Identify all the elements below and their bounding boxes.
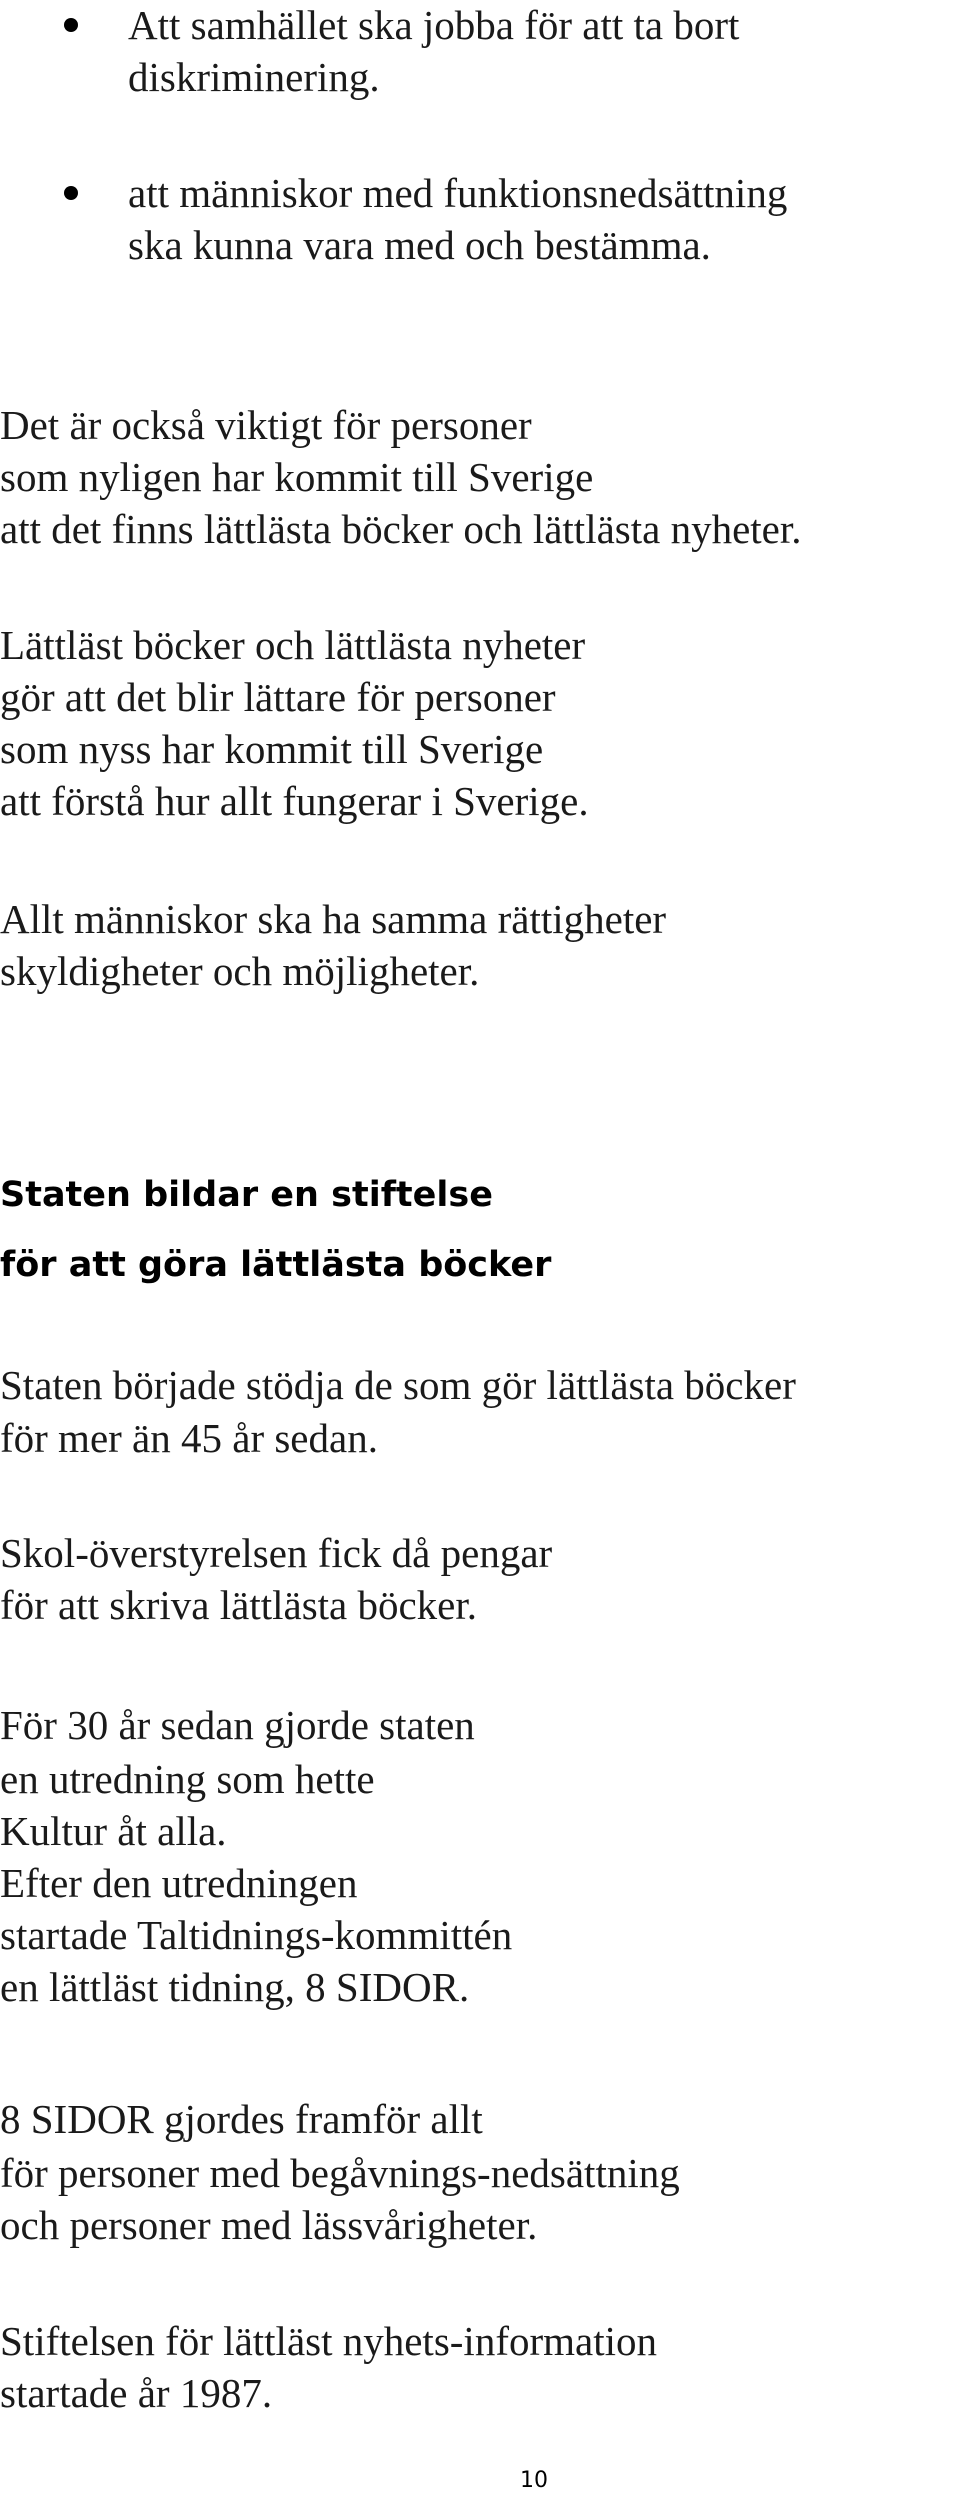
- text-line: Allt människor ska ha samma rättigheter: [0, 896, 667, 942]
- text-line: som nyligen har kommit till Sverige: [0, 454, 594, 500]
- text-line: för mer än 45 år sedan.: [0, 1415, 378, 1461]
- page-number: 10: [520, 2468, 548, 2493]
- bullet-dot-icon: [64, 186, 78, 200]
- text-line: Stiftelsen för lättläst nyhets-information: [0, 2318, 658, 2364]
- text-line: Efter den utredningen: [0, 1860, 358, 1906]
- text-line: diskriminering.: [128, 54, 380, 100]
- text-line: startade år 1987.: [0, 2370, 273, 2416]
- text-line: en lättläst tidning, 8 SIDOR.: [0, 1964, 470, 2010]
- text-line: Att samhället ska jobba för att ta bort: [128, 2, 740, 48]
- bullet-dot-icon: [64, 18, 78, 32]
- text-line: Det är också viktigt för personer: [0, 402, 532, 448]
- text-line: gör att det blir lättare för personer: [0, 674, 556, 720]
- text-line: 8 SIDOR gjordes framför allt: [0, 2096, 483, 2142]
- text-line: startade Taltidnings-kommittén: [0, 1912, 513, 1958]
- heading-line: Staten bildar en stiftelse: [0, 1175, 493, 1215]
- text-line: för att skriva lättlästa böcker.: [0, 1582, 478, 1628]
- text-line: att förstå hur allt fungerar i Sverige.: [0, 778, 589, 824]
- text-line: att människor med funktionsnedsättning: [128, 170, 788, 216]
- text-line: ska kunna vara med och bestämma.: [128, 222, 711, 268]
- text-line: För 30 år sedan gjorde staten: [0, 1702, 475, 1748]
- text-line: och personer med lässvårigheter.: [0, 2202, 538, 2248]
- text-line: att det finns lättlästa böcker och lättlästa nyheter.: [0, 506, 802, 552]
- text-line: som nyss har kommit till Sverige: [0, 726, 544, 772]
- text-line: Skol-överstyrelsen fick då pengar: [0, 1530, 553, 1576]
- text-line: för personer med begåvnings-nedsättning: [0, 2150, 680, 2196]
- text-line: Kultur åt alla.: [0, 1808, 227, 1854]
- heading-line: för att göra lättlästa böcker: [0, 1245, 552, 1285]
- text-line: skyldigheter och möjligheter.: [0, 948, 480, 994]
- text-line: Lättläst böcker och lättlästa nyheter: [0, 622, 586, 668]
- text-line: en utredning som hette: [0, 1756, 375, 1802]
- text-line: Staten började stödja de som gör lättlästa böcker: [0, 1362, 796, 1408]
